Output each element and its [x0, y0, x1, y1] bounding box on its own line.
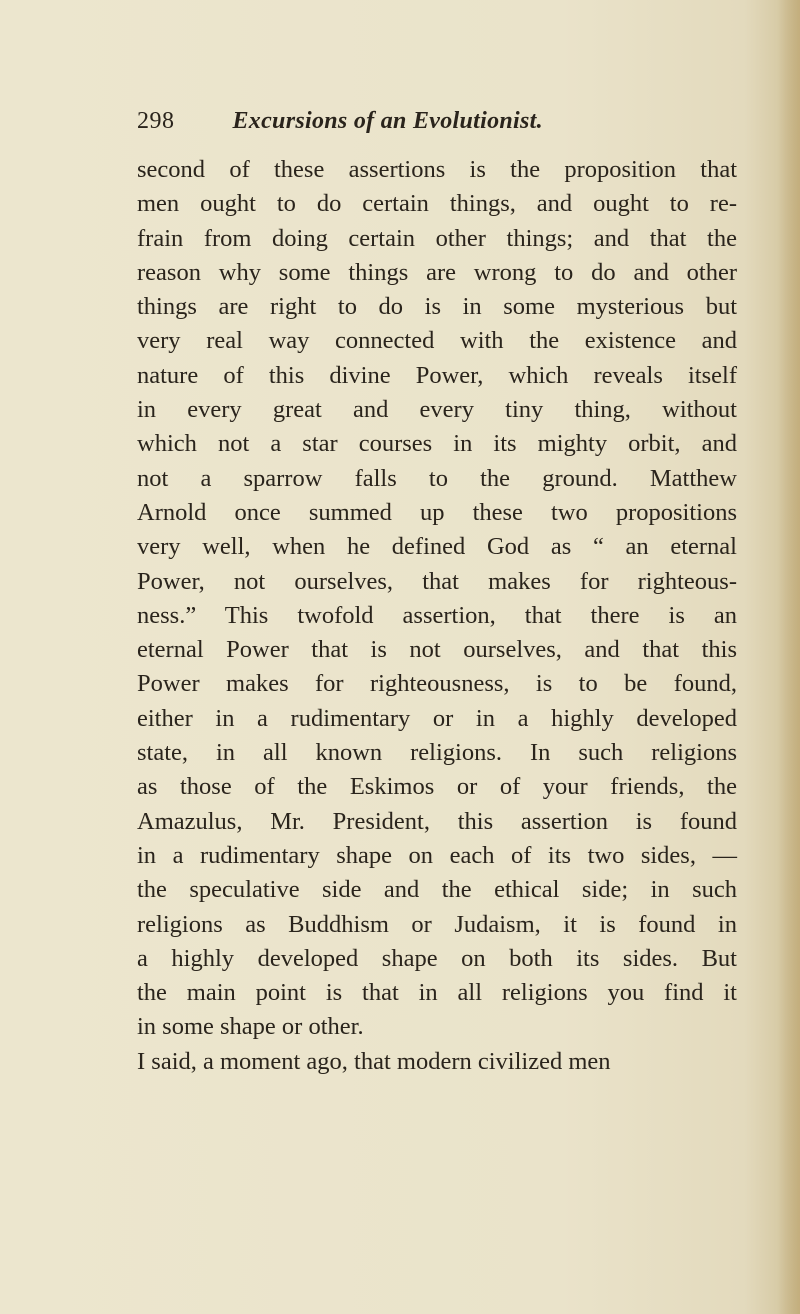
text-line: a highly developed shape on both its sides. But: [137, 944, 737, 972]
text-line: eternal Power that is not ourselves, and that this: [137, 636, 737, 664]
text-line: Amazulus, Mr. President, this assertion is found: [137, 807, 737, 835]
body-text: [137, 153, 737, 1079]
text-line: I said, a moment ago, that modern civilized men: [137, 1047, 611, 1075]
text-line: as those of the Eskimos or of your friends, the: [137, 773, 737, 801]
text-line: religions as Buddhism or Judaism, it is found in: [137, 910, 737, 938]
text-line: Power makes for righteousness, is to be found,: [137, 670, 737, 698]
text-line: nature of this divine Power, which reveals itself: [137, 361, 737, 389]
text-line: things are right to do is in some mysterious but: [137, 293, 737, 321]
running-title: Excursions of an Evolutionist.: [232, 108, 543, 134]
text-line: second of these assertions is the proposition that: [137, 156, 737, 183]
text-line: Power, not ourselves, that makes for righteous-: [137, 567, 737, 595]
text-line: in some shape or other.: [137, 1013, 364, 1041]
text-line: very real way connected with the existence and: [137, 327, 737, 355]
page-number: 298: [137, 108, 175, 134]
text-line: very well, when he defined God as “ an eternal: [137, 533, 737, 561]
text-line: reason why some things are wrong to do and other: [137, 258, 737, 286]
text-line: in every great and every tiny thing, without: [137, 396, 737, 424]
text-line: frain from doing certain other things; and that the: [137, 224, 737, 252]
text-line: either in a rudimentary or in a highly developed: [137, 704, 737, 732]
text-line: not a sparrow falls to the ground. Matthew: [137, 464, 737, 492]
text-line: the speculative side and the ethical side; in such: [137, 876, 737, 904]
running-header: [137, 103, 737, 139]
page-edge-shadow: [778, 0, 800, 1314]
text-line: state, in all known religions. In such religions: [137, 739, 737, 767]
text-line: in a rudimentary shape on each of its two sides, —: [137, 841, 737, 869]
text-line: ness.” This twofold assertion, that there is an: [137, 601, 737, 629]
text-line: men ought to do certain things, and ought to re-: [137, 190, 737, 218]
text-line: Arnold once summed up these two propositions: [137, 498, 737, 526]
text-line: which not a star courses in its mighty orbit, and: [137, 430, 737, 458]
text-line: the main point is that in all religions you find it: [137, 979, 737, 1007]
